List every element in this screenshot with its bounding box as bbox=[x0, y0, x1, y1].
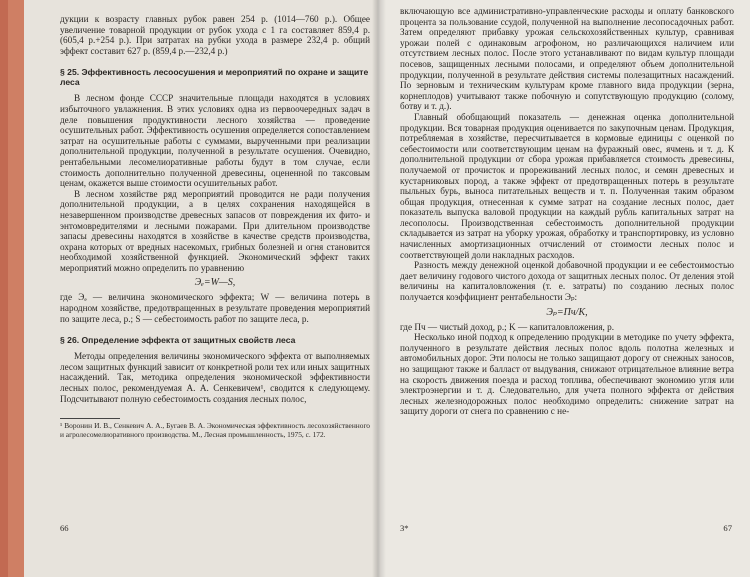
book-gutter-shadow bbox=[372, 0, 386, 577]
right-paragraph-1: включающую все административно-управленческие расходы и оплату банковского процента за пользование ссудой, полученной на выполнение лесопосадочных работ. Затем определяют прибавку урожая сельскохозяйственных культур, сравнивая урожаи полей с одинаковым агрофоном, но различающихся наличием или отсутствием лесных полос. После этого устанавливают по видам культур площади посевов, защищенных лесными полосами, и определяют объем дополнительной продукции, полученной в результате действия системы полезащитных насаждений. По зерновым и техническим культурам кроме главного вида продукции (зерна, корнеплодов) учитывают также побочную и сопутствующую продукцию (солому, ботву и т. д.). bbox=[400, 6, 734, 112]
right-paragraph-3: Разность между денежной оценкой добавочной продукции и ее себестоимостью дает величину годового чистого дохода от защитных лесных полос. От деления этой величины на капиталовложения (т. е. затраты) по созданию лесных полос получается коэффициент рентабельности Эₚ: bbox=[400, 260, 734, 303]
left-paragraph-1: В лесном фонде СССР значительные площади находятся в условиях избыточного увлажнения. В этих условиях одна из первоочередных задач в деле повышения продуктивности лесного хозяйства — проведение осушительных работ. Эффективность осушения определяется сопоставлением затрат на осушительные работы с суммами, вырученными при реализации дополнительной продукции, полученной в результате осушения. Очевидно, рентабельными лесомелиоративные работы будут в том случае, если стоимость дополнительно полученной древесины, оцененной по таксовым ценам, окажется выше стоимости осушительных работ. bbox=[60, 93, 370, 189]
left-formula: Эₑ=W—S, bbox=[194, 277, 236, 289]
right-page bbox=[378, 0, 750, 577]
right-paragraph-4: Несколько иной подход к определению продукции в методике по учету эффекта, полученного в результате действия лесных полос вдоль полотна железных и автомобильных дорог. Эти полосы не только защищают дорогу от снежных заносов, но защищают также и балласт от выдувания, снижают отрицательное влияние ветра на скорость движения поезда и расход топлива, обеспечивают экономию угля или электроэнергии и т. д. Следовательно, для учета полного эффекта от действия лесных железнодорожных полос необходимо определить: снижение затрат на защиту дороги от снега по сравнению с не- bbox=[400, 332, 734, 417]
left-paragraph-2: В лесном хозяйстве ряд мероприятий проводится не ради получения дополнительной продукции, а в целях сохранения находящейся в незавершенном производстве древесных запасов от повреждения их фито- и энтомовредителями и лесными пожарами. При длительном производстве запасы древесины находятся в хозяйстве в качестве средств производства, охрана которых от вредных насекомых, грибных болезней и огня становится необходимой хозяйственной функцией. Экономический эффект таких мероприятий можно определить по уравнению bbox=[60, 188, 370, 273]
section-25-heading: § 25. Эффективность лесоосушения и мероприятий по охране и защите леса bbox=[60, 67, 369, 88]
left-page bbox=[24, 0, 378, 577]
right-formula: Эₚ=Пч/K, bbox=[546, 306, 588, 318]
left-formula-definitions: где Эₑ — величина экономического эффекта; W — величина потерь в народном хозяйстве, предотвращенных в результате проведения мероприятий по защите леса, р.; S — себестоимость работ по защите леса, р. bbox=[60, 292, 370, 324]
right-page-number: 67 bbox=[723, 523, 732, 533]
footnote-rule bbox=[60, 418, 120, 419]
section-26-heading: § 26. Определение эффекта от защитных свойств леса bbox=[60, 335, 296, 346]
left-paragraph-3: Методы определения величины экономического эффекта от выполняемых лесом защитных функций зависит от конкретной роли тех или иных защитных насаждений. Так, методика определения экономической эффективности лесных полос, рекомендуемая А. А. Сенкевичем¹, сводится к следующему. Подсчитывают полную себестоимость создания лесных полос, bbox=[60, 351, 370, 404]
right-formula-definitions: где Пч — чистый доход, р.; K — капиталовложения, р. bbox=[400, 321, 615, 332]
right-paragraph-2: Главный обобщающий показатель — денежная оценка дополнительной продукции. Вся товарная продукция оценивается по закупочным ценам. Продукция, потребляемая в хозяйстве, пересчитывается в кормовые единицы с оценкой по себестоимости или соответствующим ценам на фуражный овес, ячмень и т. д. К дополнительной продукции от сбора урожая прибавляется стоимость древесины, получаемой от прочисток и прореживаний лесных полос, и семян древесных и кустарниковых пород, а также эффект от предотвращенных потерь в результате пыльных бурь, выноса питательных веществ и т. п. Полученная таким образом общая продукция, отнесенная к сумме затрат на создание лесных полос, дает показатель выпуска валовой продукции на каждый рубль капитальных затрат на лесополосы. Производственная себестоимость дополнительной продукции складывается из затрат на уборку урожая, обработку и транспортировку, из условно начисленных амортизационных отчислений от стоимости лесных полос и соответствующей доли накладных расходов. bbox=[400, 111, 734, 260]
footnote: ¹ Воронин И. В., Сенкевич А. А., Бугаев В. А. Экономическая эффективность лесохозяйственного и агролесомелиоративного производства. М., Лесная промышленность, 1975, с. 172. bbox=[60, 421, 370, 439]
signature-mark: 3* bbox=[400, 523, 409, 533]
left-page-number: 66 bbox=[60, 523, 69, 533]
left-intro-paragraph: дукции к возрасту главных рубок равен 254 р. (1014—760 р.). Общее увеличение товарной продукции от рубок ухода с 1 га составляет 859,4 р. (605,4 р.+254 р.). При затратах на рубки ухода в размере 232,4 р. общий эффект составит 627 р. (859,4 р.—232,4 р.) bbox=[60, 14, 370, 56]
